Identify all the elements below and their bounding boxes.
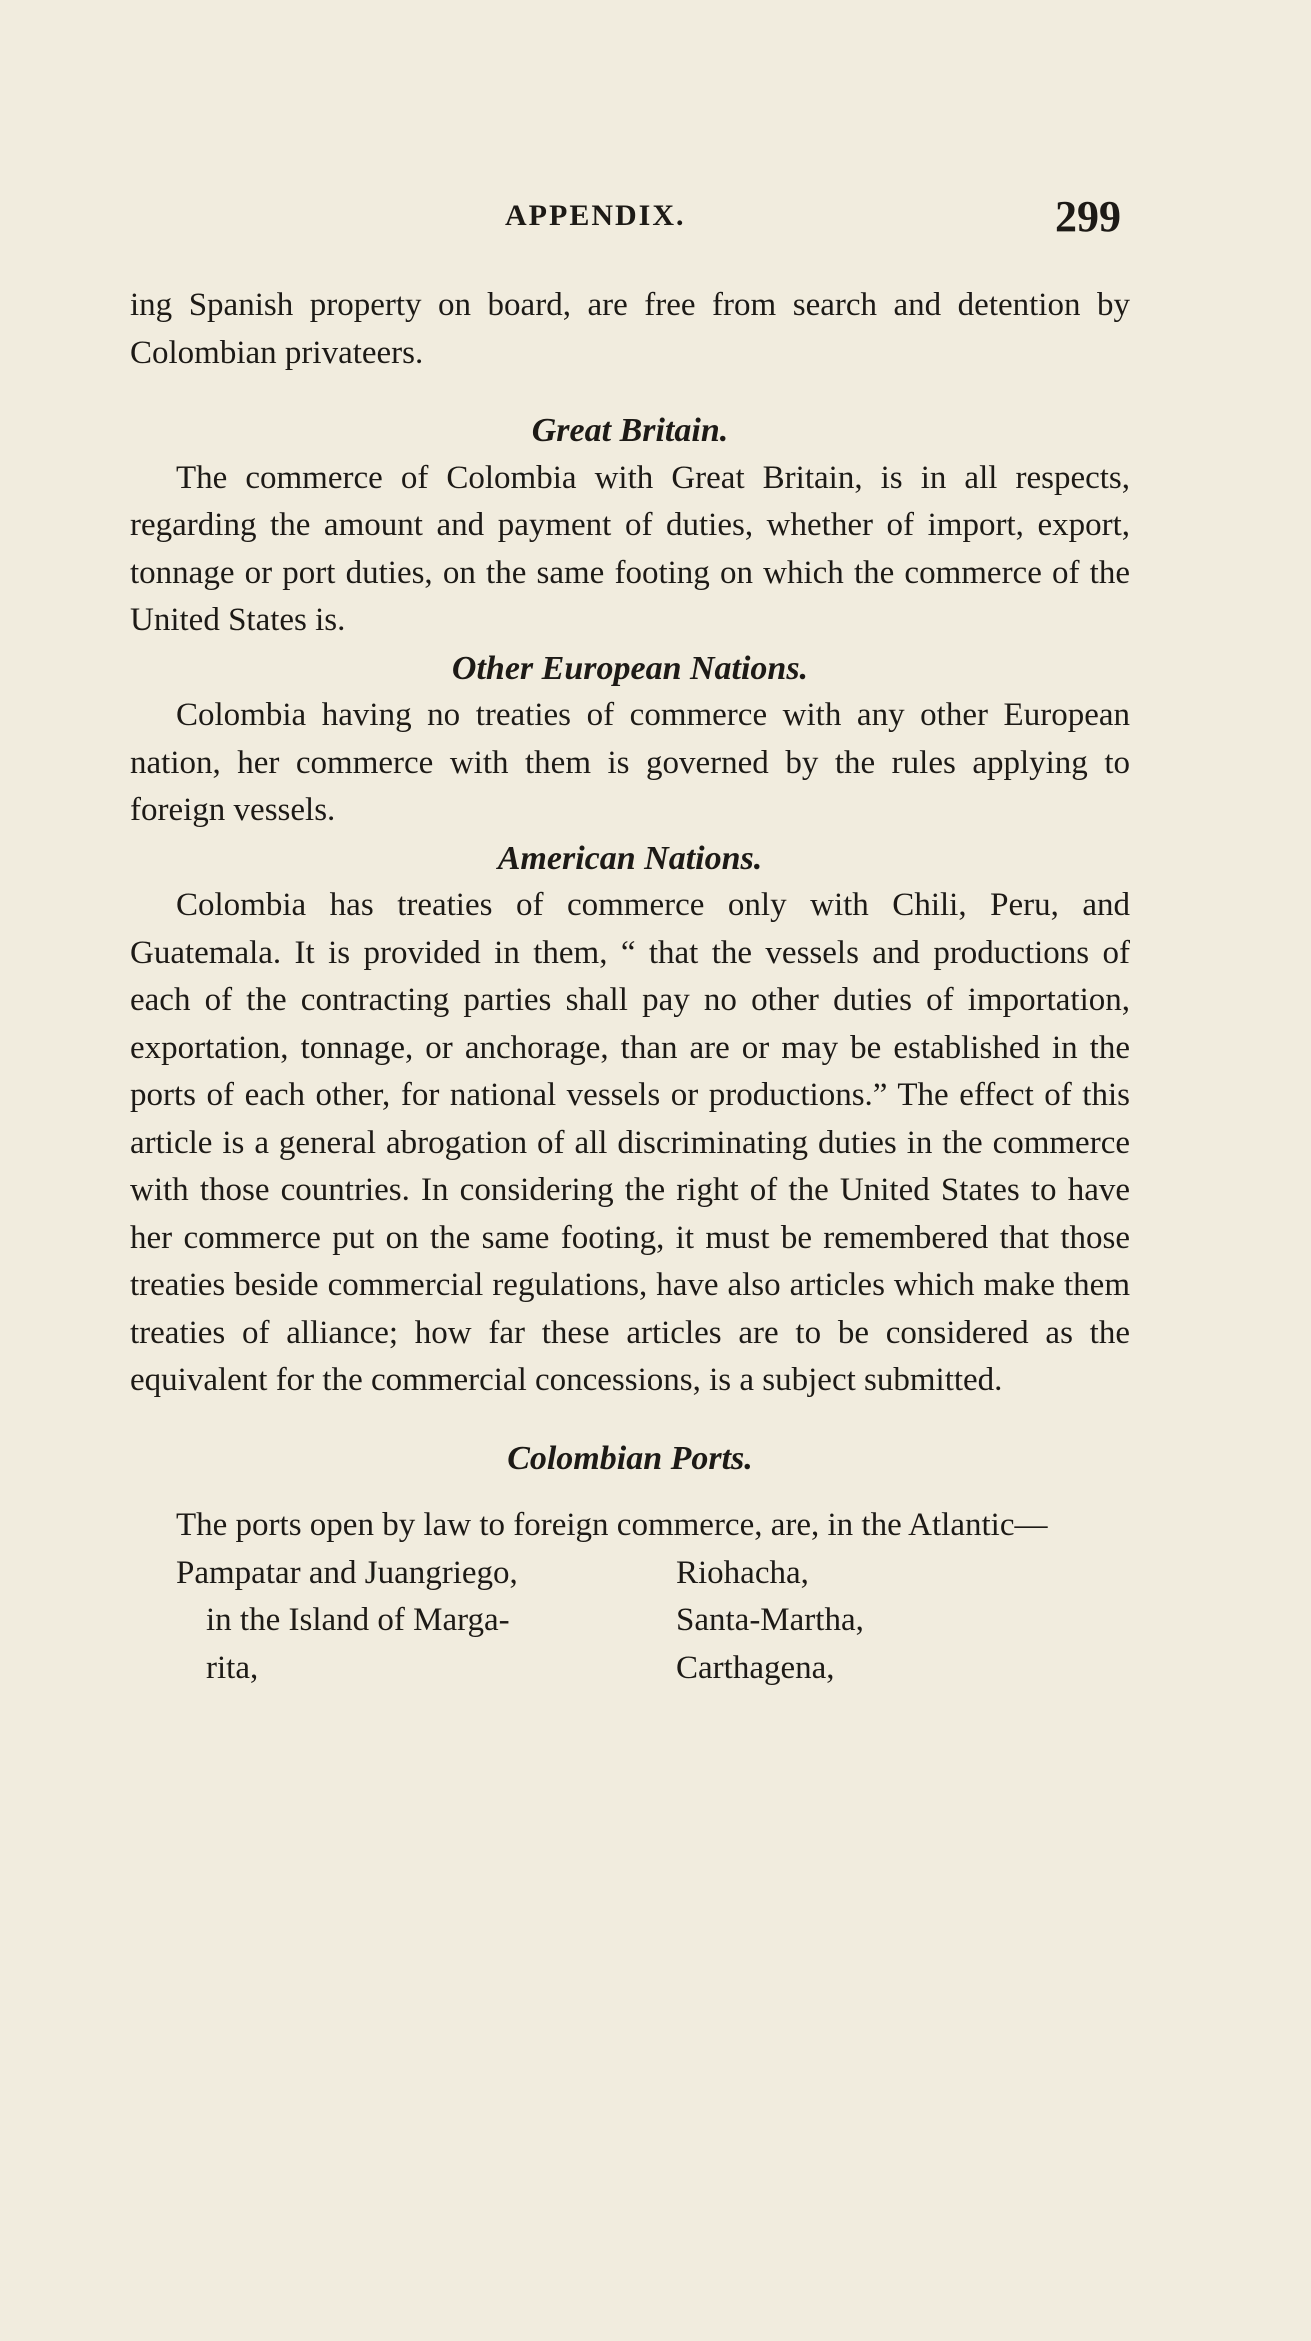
port-entry: Santa-Martha,	[676, 1602, 864, 1638]
ports-column-right	[676, 1550, 1076, 1693]
page-number: 299	[1055, 192, 1121, 241]
paragraph-great-britain: The commerce of Colombia with Great Britain, is in all respects, regarding the amount and payment of duties, whether of import, export, tonnage or port duties, on the same footing on which the commerce of the United States is.	[130, 459, 1130, 638]
paragraph-colombian-ports: The ports open by law to foreign commerce, are, in the Atlantic—	[176, 1507, 1048, 1543]
heading-colombian-ports: Colombian Ports.	[507, 1439, 753, 1477]
paragraph-other-european-nations: Colombia having no treaties of commerce with any other European nation, her commerce with them is governed by the rules applying to foreign vessels.	[130, 697, 1130, 828]
port-entry: Carthagena,	[676, 1649, 835, 1686]
heading-great-britain: Great Britain.	[531, 412, 729, 449]
port-entry: Pampatar and Juangriego,	[176, 1554, 518, 1591]
paragraph-continuation: ing Spanish property on board, are free from search and detention by Colombian privateers.	[130, 287, 1130, 371]
body-text	[130, 282, 1130, 1692]
ports-column-left	[176, 1550, 676, 1693]
port-entry: in the Island of Marga-	[206, 1602, 510, 1638]
ports-list	[176, 1550, 1130, 1693]
paragraph-american-nations: Colombia has treaties of commerce only with Chili, Peru, and Guatemala. It is provided in them, “ that the vessels and productions of each of the contracting parties shall pay no other duties of importation, exportation, tonnage, or anchorage, than are or may be established in the ports of each other, for national vessels or productions.” The effect of this article is a general abrogation of all discriminating duties in the commerce with those countries. In considering the right of the United States to have her commerce put on the same footing, it must be remembered that those treaties beside commercial regulations, have also articles which make them treaties of alliance; how far these articles are to be considered as the equivalent for the commercial concessions, is a subject submitted.	[130, 887, 1130, 1398]
heading-other-european-nations: Other European Nations.	[451, 649, 809, 687]
heading-american-nations: American Nations.	[497, 839, 763, 877]
port-entry: Riohacha,	[676, 1554, 809, 1591]
port-entry: rita,	[206, 1649, 259, 1686]
running-title: APPENDIX.	[505, 199, 686, 232]
page-header	[0, 192, 1311, 255]
